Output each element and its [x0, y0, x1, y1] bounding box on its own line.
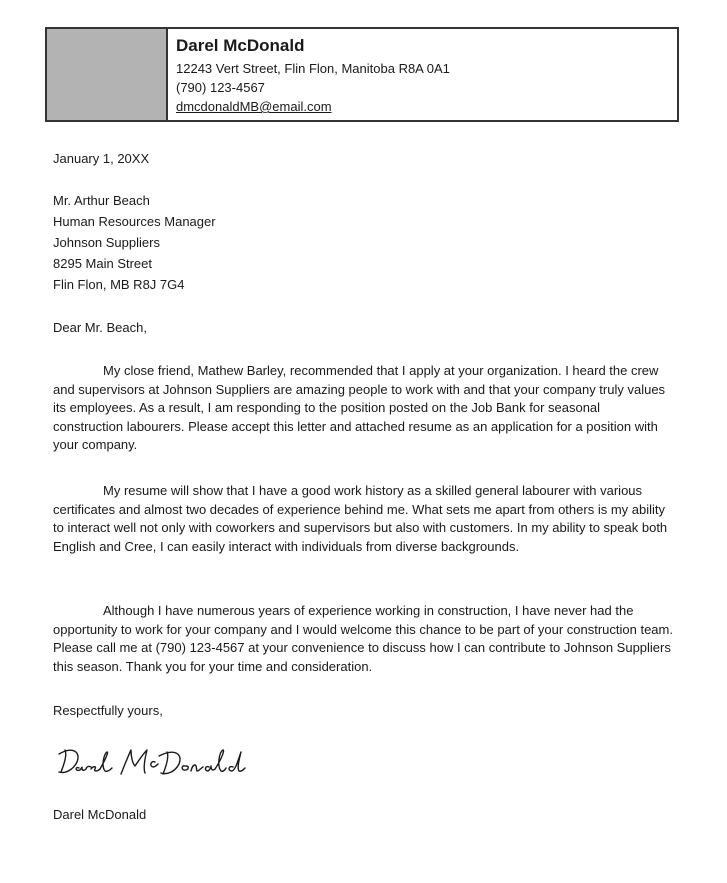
sender-info — [168, 29, 450, 120]
handwritten-signature — [55, 740, 255, 795]
body-paragraph-2: My resume will show that I have a good work history as a skilled general labourer with various certificates and almost two decades of experience behind me. What sets me apart from others is my ability to interact well not only with coworkers and supervisors but also with customers. In my ability to speak both English and Cree, I can easily interact with individuals from diverse backgrounds. — [53, 483, 668, 554]
recipient-city: Flin Flon, MB R8J 7G4 — [53, 277, 185, 292]
sender-name: Darel McDonald — [176, 36, 305, 55]
sender-address: 12243 Vert Street, Flin Flon, Manitoba R8A 0A1 — [176, 61, 450, 76]
body-paragraph-1: My close friend, Mathew Barley, recommended that I apply at your organization. I heard the crew and supervisors at Johnson Suppliers are amazing people to work with and that your company truly values its employees. As a result, I am responding to the position posted on the Job Bank for seasonal construction labourers. Please accept this letter and attached resume as an application for a position with your company. — [53, 363, 666, 452]
closing: Respectfully yours, — [53, 703, 163, 718]
sender-phone: (790) 123-4567 — [176, 80, 265, 95]
letterhead-gray-block — [47, 29, 168, 120]
recipient-company: Johnson Suppliers — [53, 235, 160, 250]
sender-email-link[interactable]: dmcdonaldMB@email.com — [176, 99, 332, 114]
recipient-street: 8295 Main Street — [53, 256, 153, 271]
salutation: Dear Mr. Beach, — [53, 320, 147, 335]
letterhead — [45, 27, 679, 122]
body-paragraph-3: Although I have numerous years of experience working in construction, I have never had the opportunity to work for your company and I would welcome this chance to be part of your construction team. Please call me at (790) 123-4567 at your convenience to discuss how I can contribute to Johnson Suppliers this season. Thank you for your time and consideration. — [53, 603, 673, 674]
recipient-title: Human Resources Manager — [53, 214, 216, 229]
printed-name: Darel McDonald — [53, 807, 147, 822]
letter-date: January 1, 20XX — [53, 151, 150, 166]
recipient-name: Mr. Arthur Beach — [53, 193, 150, 208]
recipient-address-block — [53, 190, 216, 295]
signature-drawing — [55, 740, 255, 790]
